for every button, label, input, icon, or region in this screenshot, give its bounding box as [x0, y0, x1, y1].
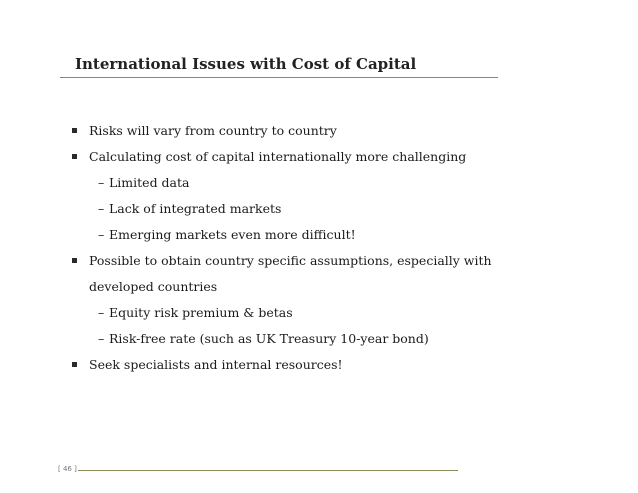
sub-bullet-item — [70, 196, 550, 222]
square-bullet-icon — [72, 154, 77, 159]
dash-bullet-icon: – — [98, 175, 105, 190]
sub-bullet-text: Lack of integrated markets — [109, 201, 282, 216]
sub-bullet-item — [70, 222, 550, 248]
bullet-text: Possible to obtain country specific assumptions, especially with developed countries — [89, 253, 492, 294]
square-bullet-icon — [72, 362, 77, 367]
sub-bullet-item — [70, 326, 550, 352]
footer-divider — [78, 470, 458, 471]
sub-bullet-text: Equity risk premium & betas — [109, 305, 293, 320]
bullet-item — [70, 118, 550, 144]
page-number: [ 46 ] — [58, 465, 77, 473]
sub-bullet-item — [70, 300, 550, 326]
dash-bullet-icon: – — [98, 331, 105, 346]
sub-bullet-text: Limited data — [109, 175, 190, 190]
bullet-item — [70, 144, 550, 170]
dash-bullet-icon: – — [98, 227, 105, 242]
slide-title: International Issues with Cost of Capital — [75, 55, 417, 73]
bullet-list — [70, 118, 550, 378]
sub-bullet-item — [70, 170, 550, 196]
bullet-item — [70, 248, 550, 300]
dash-bullet-icon: – — [98, 305, 105, 320]
title-divider — [60, 77, 498, 78]
bullet-text: Risks will vary from country to country — [89, 123, 337, 138]
sub-bullet-text: Emerging markets even more difficult! — [109, 227, 356, 242]
bullet-text: Seek specialists and internal resources! — [89, 357, 343, 372]
square-bullet-icon — [72, 258, 77, 263]
bullet-text: Calculating cost of capital internationally more challenging — [89, 149, 467, 164]
square-bullet-icon — [72, 128, 77, 133]
bullet-item — [70, 352, 550, 378]
sub-bullet-text: Risk-free rate (such as UK Treasury 10-year bond) — [109, 331, 429, 346]
dash-bullet-icon: – — [98, 201, 105, 216]
